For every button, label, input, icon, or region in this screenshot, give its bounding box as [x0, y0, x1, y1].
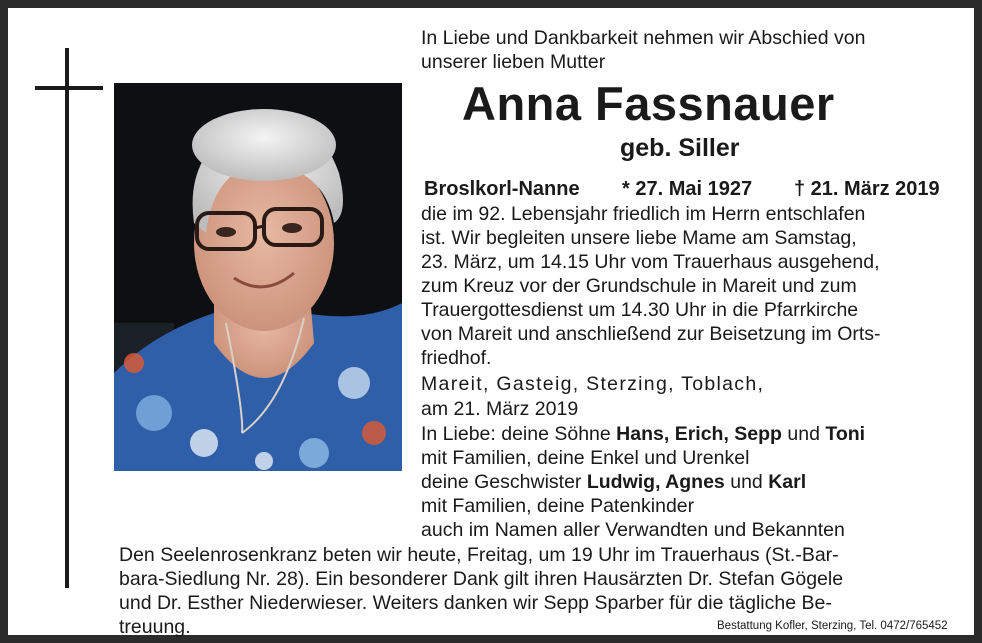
maiden-name: geb. Siller: [620, 134, 740, 162]
text-line: Trauergottesdienst um 14.30 Uhr in die Pfarrkirche: [421, 299, 859, 321]
text-line: und Dr. Esther Niederwieser. Weiters danken wir Sepp Sparber für die tägliche Be-: [119, 592, 832, 614]
text-line: die im 92. Lebensjahr friedlich im Herrn entschlafen: [421, 203, 866, 225]
family-line: auch im Namen aller Verwandten und Bekannten: [421, 519, 845, 541]
intro-line: In Liebe und Dankbarkeit nehmen wir Abschied von: [421, 27, 866, 49]
family-names: Karl: [768, 471, 807, 493]
intro-line: unserer lieben Mutter: [421, 51, 606, 73]
family-list: [421, 422, 865, 542]
family-line: mit Familien, deine Patenkinder: [421, 495, 695, 517]
intro-text: [421, 26, 865, 74]
portrait-photo: [114, 83, 402, 471]
family-text: und: [730, 471, 763, 493]
text-line: treuung.: [119, 616, 191, 638]
place-line: Mareit, Gasteig, Sterzing, Toblach,: [421, 373, 765, 395]
funeral-home-credit: Bestattung Kofler, Sterzing, Tel. 0472/765452: [717, 620, 948, 632]
cross-icon-bar: [35, 86, 103, 90]
death-date: † 21. März 2019: [794, 178, 940, 200]
family-text: In Liebe: deine Söhne: [421, 423, 611, 445]
text-line: ist. Wir begleiten unsere liebe Mame am Samstag,: [421, 227, 857, 249]
text-line: Den Seelenrosenkranz beten wir heute, Freitag, um 19 Uhr im Trauerhaus (St.-Bar-: [119, 544, 839, 566]
birth-date: * 27. Mai 1927: [622, 178, 753, 200]
family-line: mit Familien, deine Enkel und Urenkel: [421, 447, 750, 469]
date-line: am 21. März 2019: [421, 398, 579, 420]
text-line: 23. März, um 14.15 Uhr vom Trauerhaus ausgehend,: [421, 251, 880, 273]
nickname: Broslkorl-Nanne: [424, 178, 580, 200]
family-line: [421, 470, 865, 494]
family-line: [421, 422, 865, 446]
announcement-text: [421, 202, 881, 370]
deceased-name: Anna Fassnauer: [462, 77, 835, 130]
family-names: Ludwig, Agnes: [586, 471, 725, 493]
family-text: und: [787, 423, 820, 445]
text-line: bara-Siedlung Nr. 28). Ein besonderer Dank gilt ihren Hausärzten Dr. Stefan Gögele: [119, 568, 844, 590]
cross-icon: [65, 48, 69, 588]
family-names: Toni: [825, 423, 866, 445]
family-names: Hans, Erich, Sepp: [616, 423, 782, 445]
family-text: deine Geschwister: [421, 471, 582, 493]
text-line: von Mareit und anschließend zur Beisetzung im Orts-: [421, 323, 881, 345]
text-line: zum Kreuz vor der Grundschule in Mareit und zum: [421, 275, 857, 297]
text-line: friedhof.: [421, 347, 492, 369]
